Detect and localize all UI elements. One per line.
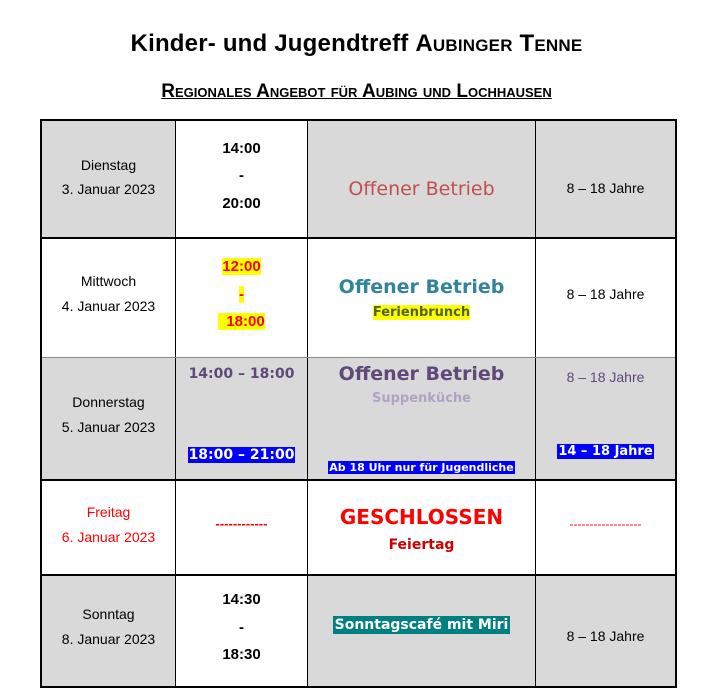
program-cell [308, 576, 536, 686]
age-cell [536, 121, 675, 237]
weekday: Dienstag [80, 157, 137, 173]
age-placeholder: ------------------ [569, 517, 642, 531]
date: 8. Januar 2023 [61, 631, 156, 647]
program-cell [308, 358, 536, 479]
time-slot-1: 14:00 – 18:00 [188, 366, 295, 382]
time-start: 14:00 [222, 140, 261, 157]
program-subtitle: Suppenküche [372, 391, 471, 406]
date: 3. Januar 2023 [61, 181, 156, 197]
age-cell [536, 481, 675, 574]
page-subtitle: Regionales Angebot für Aubing und Lochhausen [161, 81, 552, 102]
time-separator: - [239, 619, 244, 636]
time-separator: - [239, 286, 244, 303]
program-subtitle: Ferienbrunch [372, 305, 471, 320]
table-row [42, 358, 675, 479]
time-cell [176, 121, 308, 237]
program-title: Offener Betrieb [348, 178, 495, 200]
time-placeholder: ------------ [215, 516, 268, 531]
weekday: Donnerstag [72, 394, 145, 410]
program-cell [308, 481, 536, 574]
time-cell [176, 358, 308, 479]
age-range: 8 – 18 Jahre [566, 628, 645, 644]
weekday: Mittwoch [80, 273, 137, 289]
age-range-2: 14 – 18 Jahre [558, 444, 653, 459]
program-title: Offener Betrieb [338, 363, 505, 385]
page-title [0, 30, 713, 58]
table-row [42, 121, 675, 237]
table-row [42, 481, 675, 574]
title-prefix: Kinder- und Jugendtreff [130, 30, 416, 57]
age-range: 8 – 18 Jahre [566, 180, 645, 196]
day-cell [42, 121, 176, 237]
program-note: Ab 18 Uhr nur für Jugendliche [329, 461, 514, 474]
time-end: 18:30 [222, 646, 261, 663]
date: 4. Januar 2023 [61, 298, 156, 314]
time-start: 14:30 [222, 591, 261, 608]
day-cell [42, 358, 176, 479]
weekday: Freitag [86, 504, 131, 520]
time-start: 12:00 [222, 258, 261, 275]
program-title: Sonntagscafé mit Miri [334, 617, 509, 633]
table-row [42, 239, 675, 357]
time-cell [176, 576, 308, 686]
age-cell [536, 239, 675, 357]
table-row [42, 576, 675, 686]
date: 5. Januar 2023 [61, 419, 156, 435]
day-cell [42, 576, 176, 686]
day-cell [42, 239, 176, 357]
time-end: 18:00 [218, 313, 264, 330]
age-range-1: 8 – 18 Jahre [566, 369, 645, 385]
program-title: GESCHLOSSEN [339, 505, 504, 529]
age-cell [536, 358, 675, 479]
age-range: 8 – 18 Jahre [566, 286, 645, 302]
program-title: Offener Betrieb [338, 276, 505, 298]
time-cell [176, 481, 308, 574]
date: 6. Januar 2023 [61, 529, 156, 545]
weekday: Sonntag [82, 606, 135, 622]
time-slot-2: 18:00 – 21:00 [188, 447, 295, 463]
title-brand: Aubinger Tenne [415, 30, 583, 57]
time-separator: - [239, 167, 244, 184]
day-cell [42, 481, 176, 574]
program-subtitle: Feiertag [388, 537, 455, 553]
age-cell [536, 576, 675, 686]
time-cell [176, 239, 308, 357]
time-end: 20:00 [222, 195, 261, 212]
program-cell [308, 239, 536, 357]
program-cell [308, 121, 536, 237]
schedule-table [40, 119, 677, 688]
